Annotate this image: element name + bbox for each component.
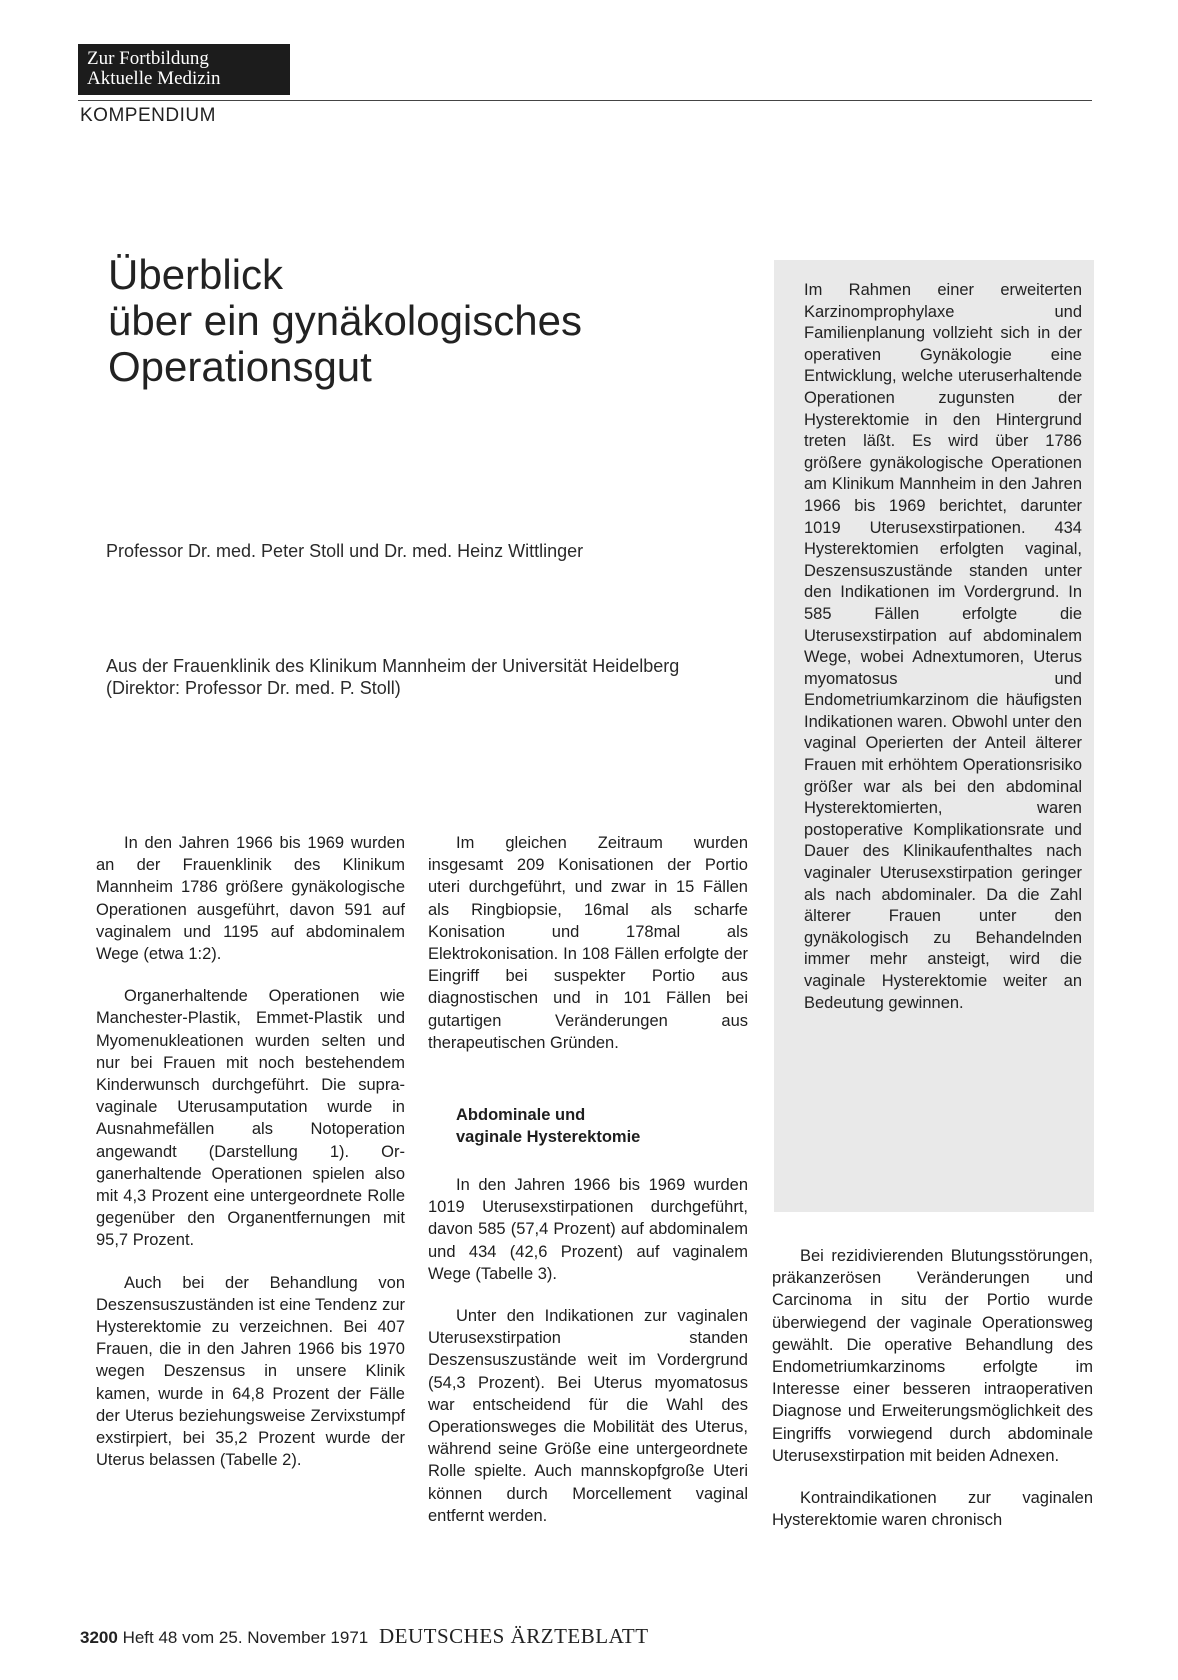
publication-name: DEUTSCHES ÄRZTEBLATT [378, 1624, 649, 1648]
issue-info: Heft 48 vom 25. November 1971 [122, 1628, 369, 1647]
section-heading [428, 1104, 748, 1148]
column-3 [772, 1245, 1093, 1551]
rubric-line-2: Aktuelle Medizin [87, 68, 221, 89]
affiliation [106, 655, 766, 699]
paragraph: In den Jahren 1966 bis 1969 wurden an der Frauenklinik des Klinikum Mannheim 1786 größere gynäkologische Operationen ausgeführt, davon 591 auf vaginalem und 1195 auf abdominalem Wege (etwa 1:2). [96, 834, 405, 964]
paragraph: Organerhaltende Operationen wie Manchester-Plastik, Emmet-Plastik und Myomenukleationen wurden selten und nur bei Frauen mit noch bestehendem Kinderwunsch durchgeführt. Die supravaginale Uterusamputation wurde in Ausnahmefällen als Notoperation angewandt (Darstellung 1). Organerhaltende Operationen spielen also mit 4,3 Prozent eine untergeordnete Rolle gegenüber den Organentfernungen mit 95,7 Prozent. [96, 987, 405, 1250]
paragraph: Auch bei der Behandlung von Deszensuszuständen ist eine Tendenz zur Hysterektomie zu verzeichnen. Bei 407 Frauen, die in den Jahren 1966 bis 1970 wegen Deszensus in unsere Klinik kamen, wurde in 64,8 Prozent der Fälle der Uterus beziehungsweise Zervixstumpf exstirpiert, bei 35,2 Prozent wurde der Uterus belassen (Tabelle 2). [96, 1273, 405, 1470]
paragraph: Unter den Indikationen zur vaginalen Uterusexstirpation standen Deszensuszustände weit im Vordergrund (54,3 Prozent). Bei Uterus myomatosus war entscheidend für die Wahl des Operationsweges die Mobilität des Uterus, während seine Größe eine untergeordnete Rolle spielte. Auch mannskopfgroße Uteri können durch Morcellement vaginal entfernt werden. [428, 1307, 748, 1525]
header-rule [78, 100, 1092, 101]
section-label: KOMPENDIUM [80, 105, 216, 126]
affiliation-line-1: Aus der Frauenklinik des Klinikum Mannheim der Universität Heidelberg [106, 656, 680, 676]
rubric-badge [78, 44, 290, 95]
page-footer [80, 1624, 649, 1649]
page-number: 3200 [80, 1628, 118, 1647]
heading-line-2: vaginale Hysterektomie [456, 1128, 641, 1147]
rubric-line-1: Zur Fortbildung [87, 48, 209, 69]
column-1 [96, 832, 405, 1491]
paragraph: Im gleichen Zeitraum wurden insgesamt 209 Konisationen der Portio uteri durchgeführt, und zwar in 15 Fällen als Ringbiopsie, 16mal als scharfe Konisation und 178mal als Elektrokonisation. In 108 Fällen erfolgte der Eingriff bei suspekter Portio aus diagnostischen und in 101 Fällen bei gutartigen Veränderungen aus therapeutischen Gründen. [428, 834, 748, 1052]
abstract-box: Im Rahmen einer erweiterten Karzinomprophylaxe und Familienplanung vollzieht sich in der operativen Gynäkologie eine Entwicklung, welche uteruserhaltende Operationen zugunsten der Hysterektomie in den Hintergrund treten läßt. Es wird über 1786 größere gynäkologische Operationen am Klinikum Mannheim in den Jahren 1966 bis 1969 berichtet, darunter 1019 Uterusexstirpationen. 434 Hysterektomien erfolgten vaginal, Deszensuszustände standen unter den Indikationen im Vordergrund. In 585 Fällen erfolgte die Uterusexstirpation auf abdominalem Wege, wobei Adnextumoren, Uterus myomatosus und Endometriumkarzinom die häufigsten Indikationen waren. Obwohl unter den vaginal Operierten der Anteil älterer Frauen mit erhöhtem Operationsrisiko größer war als bei den abdominal Hysterektomierten, waren postoperative Komplikationsrate und Dauer des Klinikaufenthaltes nach vaginaler Uterusexstirpation geringer als nach abdominaler. Da die Zahl älterer Frauen unter den gynäkologisch zu Behandelnden immer mehr ansteigt, wird die vaginale Hysterektomie weiter an Bedeutung gewinnen. [774, 260, 1094, 1212]
column-2 [428, 832, 748, 1547]
title-line-1: Überblick [108, 251, 284, 298]
paragraph: Bei rezidivierenden Blutungsstörungen, präkanzerösen Veränderungen und Carcinoma in situ der Portio wurde überwiegend der vaginale Operationsweg gewählt. Die operative Behandlung des Endometriumkarzinoms erfolgte im Interesse einer besseren intraoperativen Diagnose und Erweiterungsmöglichkeit des Eingriffs vorwiegend durch abdominale Uterusexstirpation mit beiden Adnexen. [772, 1247, 1093, 1465]
title-line-2: über ein gynäkologisches [108, 297, 582, 344]
authors: Professor Dr. med. Peter Stoll und Dr. med. Heinz Wittlinger [106, 541, 584, 561]
heading-line-1: Abdominale und [456, 1106, 586, 1125]
paragraph: In den Jahren 1966 bis 1969 wurden 1019 Uterusexstirpationen durchgeführt, davon 585 (57,4 Prozent) auf abdominalem und 434 (42,6 Prozent) auf vaginalem Wege (Tabelle 3). [428, 1176, 748, 1283]
article-title [108, 252, 708, 390]
title-line-3: Operationsgut [108, 343, 372, 390]
affiliation-line-2: (Direktor: Professor Dr. med. P. Stoll) [106, 678, 401, 698]
paragraph: Kontraindikationen zur vaginalen Hysterektomie waren chronisch [772, 1489, 1093, 1530]
